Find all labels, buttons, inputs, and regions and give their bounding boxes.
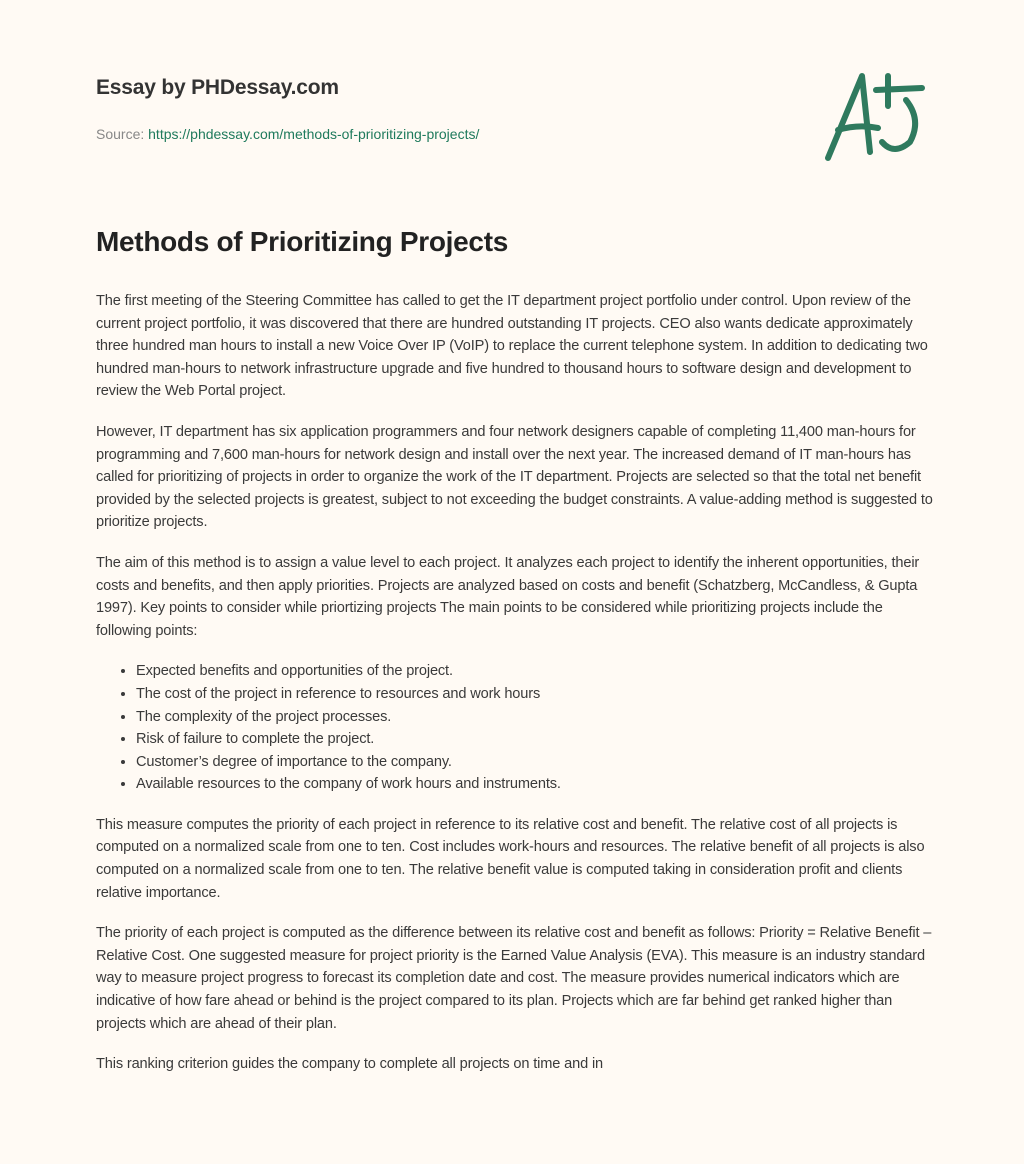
list-item: • Available resources to the company of work hours and instruments. (136, 773, 936, 796)
key-points-list (96, 660, 936, 796)
source-line (96, 126, 479, 142)
paragraph: However, IT department has six application programmers and four network designers capable of completing 11,400 man-hours for programming and 7,600 man-hours for network design and install over the next year. The increased demand of IT man-hours has called for prioritizing of projects in order to organize the work of the IT department. Projects are selected so that the total net benefit provided by the selected projects is greatest, subject to not exceeding the budget constraints. A value-adding method is suggested to prioritize projects. (96, 423, 933, 531)
a-plus-logo-icon (818, 68, 928, 168)
paragraph: This ranking criterion guides the company to complete all projects on time and in (96, 1056, 604, 1073)
paragraph: The priority of each project is computed as the difference between its relative cost and benefit as follows: Priority = Relative Benefit – Relative Cost. One suggested measure for project priority is the Earned Value Analysis (EVA). This measure is an industry standard way to measure project progress to forecast its completion date and cost. The measure provides numerical indicators which are indicative of how fare ahead or behind is the project compared to its plan. Projects which are far behind get ranked higher than projects which are ahead of their plan. (96, 925, 932, 1032)
source-label: Source: (96, 126, 145, 142)
paragraph: The aim of this method is to assign a value level to each project. It analyzes each project to identify the inherent opportunities, their costs and benefits, and then apply priorities. Projects are analyzed based on costs and benefit (Schatzberg, McCandless, & Gupta 1997). Key points to consider while priortizing projects The main points to be considered while prioritizing projects include the following points: (96, 554, 920, 639)
brand-title: Essay by PHDessay.com (96, 76, 339, 99)
essay-body (96, 290, 936, 1094)
essay-header (96, 76, 479, 142)
source-link[interactable]: https://phdessay.com/methods-of-prioritizing-projects/ (148, 126, 480, 142)
paragraph: This measure computes the priority of each project in reference to its relative cost and benefit. The relative cost of all projects is computed on a normalized scale from one to ten. Cost includes work-hours and resources. The relative benefit of all projects is also computed on a normalized scale from one to ten. The relative benefit value is computed taking in consideration profit and clients relative importance. (96, 816, 925, 901)
list-item: • The complexity of the project processes. (136, 706, 936, 729)
list-item: • The cost of the project in reference to resources and work hours (136, 683, 936, 706)
list-item: • Customer’s degree of importance to the company. (136, 751, 936, 774)
list-item: • Expected benefits and opportunities of the project. (136, 660, 936, 683)
paragraph: The first meeting of the Steering Committee has called to get the IT department project portfolio under control. Upon review of the current project portfolio, it was discovered that there are hundred outstanding IT projects. CEO also wants dedicate approximately three hundred man hours to install a new Voice Over IP (VoIP) to replace the current telephone system. In addition to dedicating two hundred man-hours to network infrastructure upgrade and five hundred to thousand hours to software design and development to review the Web Portal project. (96, 293, 928, 400)
essay-title: Methods of Prioritizing Projects (96, 226, 508, 257)
list-item: • Risk of failure to complete the project. (136, 728, 936, 751)
